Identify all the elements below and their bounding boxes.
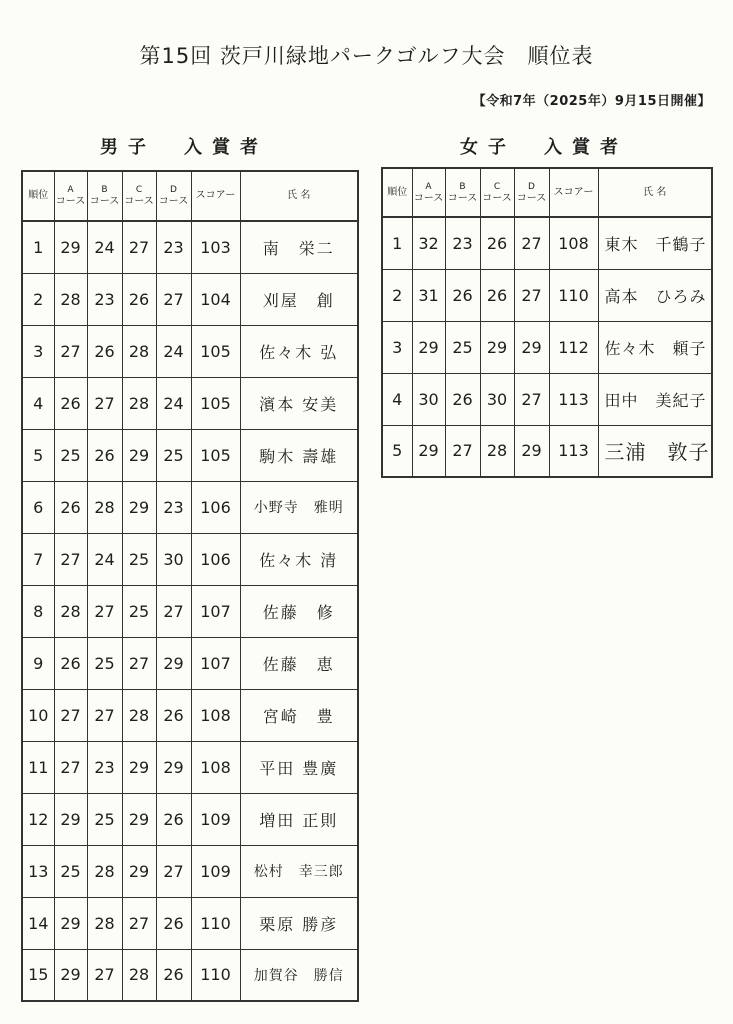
rank-cell: 14 xyxy=(22,897,54,949)
course-c-score-cell: 26 xyxy=(122,273,156,325)
page-title: 第15回 茨戸川緑地パークゴルフ大会 順位表 xyxy=(139,44,594,68)
course-d-score-cell: 29 xyxy=(514,321,549,373)
player-name-cell: 加賀谷 勝信 xyxy=(240,949,358,1001)
rank-cell: 5 xyxy=(382,425,412,477)
course-b-score-cell: 25 xyxy=(87,637,122,689)
total-score-cell: 105 xyxy=(191,429,240,481)
table-row xyxy=(22,949,358,1001)
total-score-cell: 110 xyxy=(191,897,240,949)
rank-cell: 12 xyxy=(22,793,54,845)
rank-cell: 1 xyxy=(382,217,412,269)
total-score-cell: 108 xyxy=(191,689,240,741)
rank-cell: 2 xyxy=(382,269,412,321)
total-score-cell: 110 xyxy=(549,269,598,321)
course-b-score-cell: 24 xyxy=(87,221,122,273)
women-results-table xyxy=(381,167,713,478)
men-section-heading: 男子 入賞者 xyxy=(100,137,268,158)
player-name-cell: 刈屋 創 xyxy=(240,273,358,325)
total-score-cell: 109 xyxy=(191,845,240,897)
player-name-cell: 栗原 勝彦 xyxy=(240,897,358,949)
table-row xyxy=(22,585,358,637)
course-a-score-cell: 29 xyxy=(54,221,87,273)
course-c-score-cell: 25 xyxy=(122,533,156,585)
course-d-score-cell: 29 xyxy=(514,425,549,477)
course-d-score-cell: 30 xyxy=(156,533,191,585)
course-d-score-cell: 24 xyxy=(156,377,191,429)
table-row xyxy=(382,425,712,477)
rank-cell: 8 xyxy=(22,585,54,637)
course-b-column-header: B コース xyxy=(87,171,122,221)
player-name-cell: 宮崎 豊 xyxy=(240,689,358,741)
rank-cell: 1 xyxy=(22,221,54,273)
men-results-body xyxy=(22,221,358,1001)
course-a-score-cell: 27 xyxy=(54,325,87,377)
table-row xyxy=(22,845,358,897)
rank-cell: 5 xyxy=(22,429,54,481)
women-results-body xyxy=(382,217,712,477)
course-c-score-cell: 26 xyxy=(480,217,514,269)
course-b-score-cell: 27 xyxy=(87,949,122,1001)
course-c-score-cell: 28 xyxy=(122,377,156,429)
total-score-cell: 105 xyxy=(191,325,240,377)
rank-cell: 3 xyxy=(382,321,412,373)
course-a-score-cell: 29 xyxy=(412,425,445,477)
name-column-header: 氏 名 xyxy=(598,168,712,217)
total-score-cell: 107 xyxy=(191,637,240,689)
course-c-column-header: C コース xyxy=(480,168,514,217)
course-c-score-cell: 27 xyxy=(122,221,156,273)
total-score-cell: 109 xyxy=(191,793,240,845)
course-d-score-cell: 25 xyxy=(156,429,191,481)
men-header-row xyxy=(22,171,358,221)
total-score-cell: 106 xyxy=(191,533,240,585)
player-name-cell: 佐々木 弘 xyxy=(240,325,358,377)
course-b-score-cell: 23 xyxy=(445,217,480,269)
course-b-score-cell: 25 xyxy=(445,321,480,373)
rank-cell: 9 xyxy=(22,637,54,689)
total-score-cell: 104 xyxy=(191,273,240,325)
table-row xyxy=(22,533,358,585)
table-row xyxy=(22,325,358,377)
course-a-score-cell: 27 xyxy=(54,689,87,741)
player-name-cell: 南 栄二 xyxy=(240,221,358,273)
course-b-score-cell: 28 xyxy=(87,897,122,949)
course-c-score-cell: 28 xyxy=(122,949,156,1001)
course-d-column-header: D コース xyxy=(156,171,191,221)
course-d-score-cell: 29 xyxy=(156,637,191,689)
course-b-score-cell: 27 xyxy=(87,689,122,741)
course-d-score-cell: 23 xyxy=(156,221,191,273)
course-c-score-cell: 30 xyxy=(480,373,514,425)
course-b-score-cell: 23 xyxy=(87,273,122,325)
rank-cell: 13 xyxy=(22,845,54,897)
player-name-cell: 佐々木 清 xyxy=(240,533,358,585)
course-b-score-cell: 24 xyxy=(87,533,122,585)
total-score-cell: 106 xyxy=(191,481,240,533)
course-a-score-cell: 29 xyxy=(54,949,87,1001)
table-row xyxy=(22,637,358,689)
total-score-cell: 107 xyxy=(191,585,240,637)
course-a-column-header: A コース xyxy=(412,168,445,217)
score-column-header: スコアー xyxy=(191,171,240,221)
player-name-cell: 松村 幸三郎 xyxy=(240,845,358,897)
table-row xyxy=(22,689,358,741)
course-a-score-cell: 30 xyxy=(412,373,445,425)
total-score-cell: 103 xyxy=(191,221,240,273)
course-a-score-cell: 28 xyxy=(54,273,87,325)
table-row xyxy=(382,269,712,321)
course-b-score-cell: 28 xyxy=(87,481,122,533)
total-score-cell: 113 xyxy=(549,373,598,425)
course-c-score-cell: 29 xyxy=(122,793,156,845)
player-name-cell: 三浦 敦子 xyxy=(598,425,712,477)
course-d-score-cell: 27 xyxy=(514,217,549,269)
course-d-column-header: D コース xyxy=(514,168,549,217)
score-column-header: スコアー xyxy=(549,168,598,217)
course-c-score-cell: 29 xyxy=(122,481,156,533)
course-c-score-cell: 29 xyxy=(122,741,156,793)
rank-cell: 6 xyxy=(22,481,54,533)
course-d-score-cell: 24 xyxy=(156,325,191,377)
course-d-score-cell: 26 xyxy=(156,949,191,1001)
player-name-cell: 佐藤 修 xyxy=(240,585,358,637)
rank-column-header: 順位 xyxy=(22,171,54,221)
course-b-score-cell: 23 xyxy=(87,741,122,793)
player-name-cell: 東木 千鶴子 xyxy=(598,217,712,269)
course-a-score-cell: 26 xyxy=(54,377,87,429)
total-score-cell: 108 xyxy=(549,217,598,269)
player-name-cell: 佐藤 恵 xyxy=(240,637,358,689)
course-a-score-cell: 25 xyxy=(54,429,87,481)
course-d-score-cell: 23 xyxy=(156,481,191,533)
total-score-cell: 105 xyxy=(191,377,240,429)
course-d-score-cell: 27 xyxy=(156,585,191,637)
table-row xyxy=(22,481,358,533)
course-a-score-cell: 28 xyxy=(54,585,87,637)
table-row xyxy=(22,377,358,429)
course-c-score-cell: 29 xyxy=(480,321,514,373)
player-name-cell: 田中 美紀子 xyxy=(598,373,712,425)
rank-cell: 10 xyxy=(22,689,54,741)
course-b-column-header: B コース xyxy=(445,168,480,217)
table-row xyxy=(22,273,358,325)
rank-cell: 3 xyxy=(22,325,54,377)
course-a-score-cell: 31 xyxy=(412,269,445,321)
course-c-score-cell: 27 xyxy=(122,897,156,949)
rank-column-header: 順位 xyxy=(382,168,412,217)
player-name-cell: 高本 ひろみ xyxy=(598,269,712,321)
player-name-cell: 増田 正則 xyxy=(240,793,358,845)
course-c-score-cell: 25 xyxy=(122,585,156,637)
course-c-score-cell: 29 xyxy=(122,429,156,481)
course-d-score-cell: 27 xyxy=(156,273,191,325)
event-date: 【令和7年（2025年）9月15日開催】 xyxy=(472,94,711,109)
course-a-score-cell: 29 xyxy=(54,793,87,845)
player-name-cell: 佐々木 頼子 xyxy=(598,321,712,373)
table-row xyxy=(22,741,358,793)
rank-cell: 4 xyxy=(382,373,412,425)
course-d-score-cell: 27 xyxy=(514,373,549,425)
course-b-score-cell: 27 xyxy=(445,425,480,477)
course-c-score-cell: 28 xyxy=(122,325,156,377)
course-a-column-header: A コース xyxy=(54,171,87,221)
course-d-score-cell: 27 xyxy=(156,845,191,897)
player-name-cell: 濱本 安美 xyxy=(240,377,358,429)
course-c-score-cell: 28 xyxy=(122,689,156,741)
course-a-score-cell: 26 xyxy=(54,637,87,689)
table-row xyxy=(22,221,358,273)
name-column-header: 氏 名 xyxy=(240,171,358,221)
rank-cell: 2 xyxy=(22,273,54,325)
course-a-score-cell: 29 xyxy=(412,321,445,373)
table-row xyxy=(22,793,358,845)
table-row xyxy=(22,429,358,481)
table-row xyxy=(22,897,358,949)
course-b-score-cell: 28 xyxy=(87,845,122,897)
course-c-score-cell: 26 xyxy=(480,269,514,321)
course-b-score-cell: 25 xyxy=(87,793,122,845)
course-b-score-cell: 26 xyxy=(445,373,480,425)
course-d-score-cell: 26 xyxy=(156,689,191,741)
course-a-score-cell: 29 xyxy=(54,897,87,949)
course-b-score-cell: 26 xyxy=(87,325,122,377)
rank-cell: 11 xyxy=(22,741,54,793)
course-b-score-cell: 26 xyxy=(445,269,480,321)
course-a-score-cell: 27 xyxy=(54,741,87,793)
player-name-cell: 駒木 壽雄 xyxy=(240,429,358,481)
rank-cell: 4 xyxy=(22,377,54,429)
table-row xyxy=(382,217,712,269)
course-b-score-cell: 26 xyxy=(87,429,122,481)
women-header-row xyxy=(382,168,712,217)
rank-cell: 7 xyxy=(22,533,54,585)
player-name-cell: 小野寺 雅明 xyxy=(240,481,358,533)
course-a-score-cell: 27 xyxy=(54,533,87,585)
total-score-cell: 108 xyxy=(191,741,240,793)
total-score-cell: 113 xyxy=(549,425,598,477)
table-row xyxy=(382,373,712,425)
course-d-score-cell: 27 xyxy=(514,269,549,321)
women-section-heading: 女子 入賞者 xyxy=(460,137,628,158)
men-results-table xyxy=(21,170,359,1002)
table-row xyxy=(382,321,712,373)
course-c-score-cell: 29 xyxy=(122,845,156,897)
rank-cell: 15 xyxy=(22,949,54,1001)
course-c-score-cell: 27 xyxy=(122,637,156,689)
total-score-cell: 110 xyxy=(191,949,240,1001)
course-b-score-cell: 27 xyxy=(87,585,122,637)
total-score-cell: 112 xyxy=(549,321,598,373)
course-d-score-cell: 26 xyxy=(156,897,191,949)
course-d-score-cell: 29 xyxy=(156,741,191,793)
course-a-score-cell: 26 xyxy=(54,481,87,533)
course-b-score-cell: 27 xyxy=(87,377,122,429)
course-c-score-cell: 28 xyxy=(480,425,514,477)
player-name-cell: 平田 豊廣 xyxy=(240,741,358,793)
course-d-score-cell: 26 xyxy=(156,793,191,845)
course-a-score-cell: 25 xyxy=(54,845,87,897)
course-a-score-cell: 32 xyxy=(412,217,445,269)
course-c-column-header: C コース xyxy=(122,171,156,221)
